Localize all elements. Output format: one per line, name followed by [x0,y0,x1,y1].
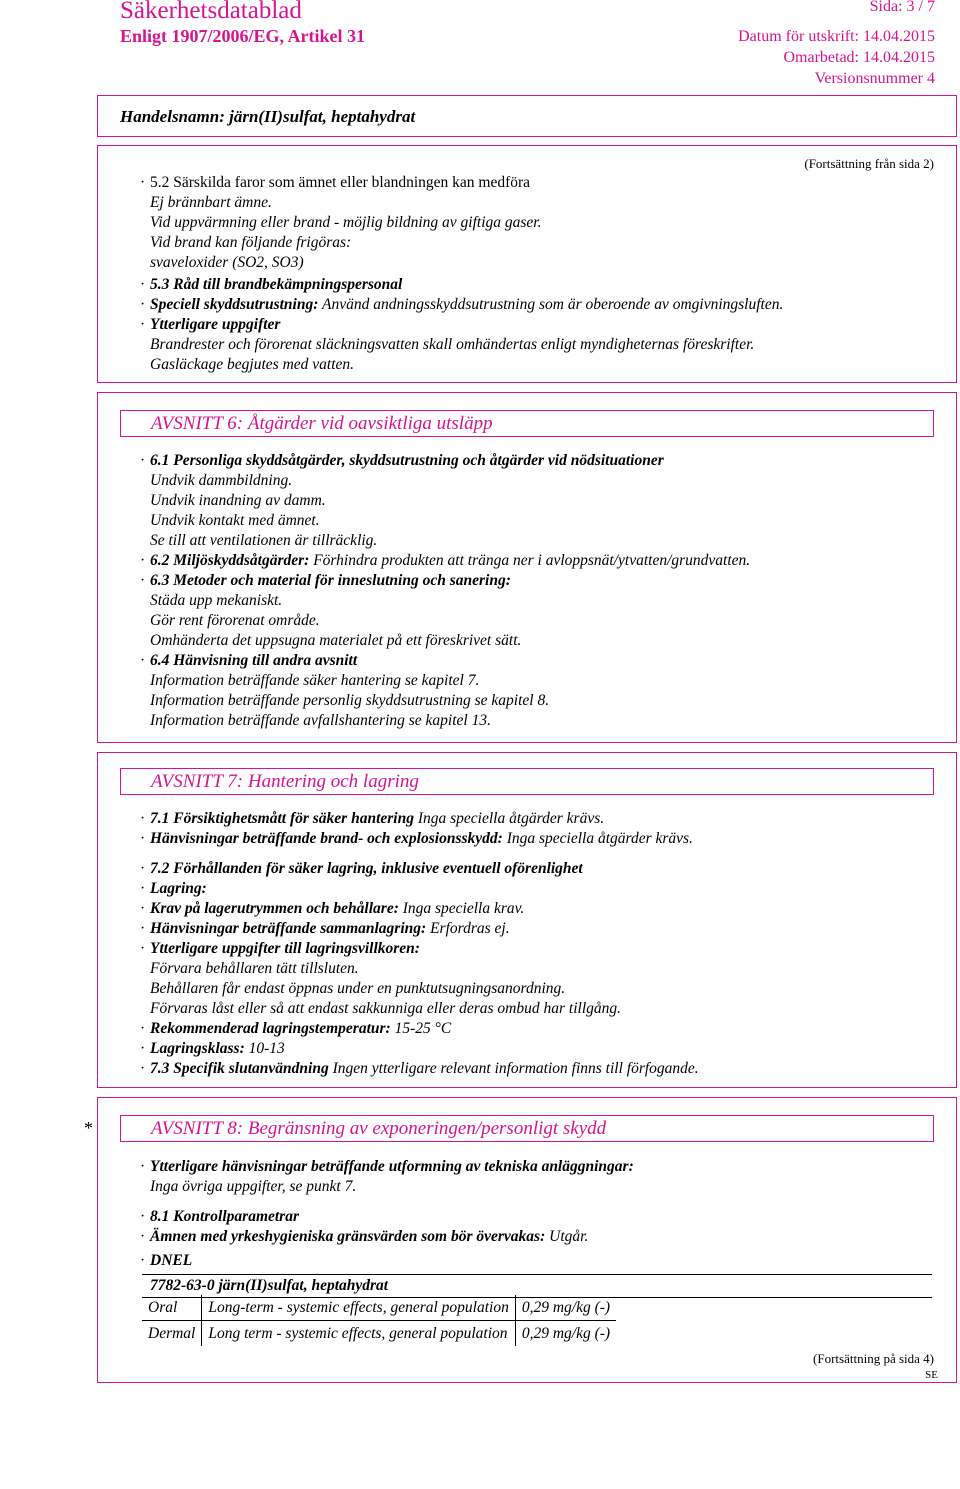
section-5-box [97,145,957,383]
dnel-table [142,1295,616,1346]
document-title: Säkerhetsdatablad [120,0,302,24]
section-7-box [97,752,957,1088]
text-line: Se till att ventilationen är tillräcklig. [150,532,378,549]
text-line: · Hänvisningar beträffande brand- och explosionsskydd: Inga speciella åtgärder krävs. [140,830,693,847]
text-line: · 6.3 Metoder och material för inneslutning och sanering: [140,572,511,589]
text-line: · Ytterligare hänvisningar beträffande utformning av tekniska anläggningar: [140,1158,634,1175]
effect-cell: Long-term - systemic effects, general population [202,1295,515,1321]
trade-name: Handelsnamn: järn(II)sulfat, heptahydrat [120,107,416,126]
section-8-title: AVSNITT 8: Begränsning av exponeringen/personligt skydd [120,1115,934,1142]
text-line: · Lagringsklass: 10-13 [140,1040,285,1057]
text-line: Information beträffande säker hantering se kapitel 7. [150,672,480,689]
divider [142,1274,932,1275]
text-line: Gasläckage begjutes med vatten. [150,356,355,373]
section-7-title: AVSNITT 7: Hantering och lagring [120,768,934,795]
text-line: · Lagring: [140,880,207,897]
document-subtitle: Enligt 1907/2006/EG, Artikel 31 [120,26,366,46]
route-cell: Oral [148,1298,178,1316]
section-8-box [97,1097,957,1383]
version-number: Versionsnummer 4 [814,70,935,87]
text-line: Behållaren får endast öppnas under en punktutsugningsanordning. [150,980,566,997]
revised-date: Omarbetad: 14.04.2015 [783,49,935,66]
value-cell: 0,29 mg/kg (-) [515,1321,616,1347]
text-line: Vid uppvärmning eller brand - möjlig bildning av giftiga gaser. [150,214,542,231]
text-line: · 8.1 Kontrollparametrar [140,1208,299,1225]
dnel-heading: · DNEL [140,1252,193,1269]
revision-marker: * [84,1118,93,1138]
value-cell: 0,29 mg/kg (-) [515,1295,616,1321]
page-number: Sida: 3 / 7 [869,0,935,15]
language-code: SE [925,1369,938,1381]
substance-name: 7782-63-0 järn(II)sulfat, heptahydrat [150,1277,389,1294]
text-line: · 7.1 Försiktighetsmått för säker hantering Inga speciella åtgärder krävs. [140,810,605,827]
section-6-title: AVSNITT 6: Åtgärder vid oavsiktliga utsläpp [120,410,934,437]
text-line: svaveloxider (SO2, SO3) [150,254,304,271]
text-line: · Hänvisningar beträffande sammanlagring: Erfordras ej. [140,920,510,937]
section-5-3-heading: · 5.3 Råd till brandbekämpningspersonal [140,276,403,293]
text-line: · 6.4 Hänvisning till andra avsnitt [140,652,358,669]
text-line: Information beträffande avfallshantering se kapitel 13. [150,712,491,729]
text-line: · 7.3 Specifik slutanvändning Ingen ytterligare relevant information finns till förfogande. [140,1060,699,1077]
print-date: Datum för utskrift: 14.04.2015 [738,28,935,45]
continued-from: (Fortsättning från sida 2) [804,156,934,171]
text-line: · Ytterligare uppgifter till lagringsvillkoren: [140,940,420,957]
effect-cell: Long term - systemic effects, general population [202,1321,515,1347]
text-line: Brandrester och förorenat släckningsvatten skall omhändertas enligt myndigheternas föreskrifter. [150,336,755,353]
section-5-2-heading: · 5.2 Särskilda faror som ämnet eller blandningen kan medföra [140,174,531,191]
text-line: Information beträffande personlig skyddsutrustning se kapitel 8. [150,692,550,709]
text-line: Inga övriga uppgifter, se punkt 7. [150,1178,357,1195]
text-line: Ej brännbart ämne. [150,194,272,211]
text-line: · Krav på lagerutrymmen och behållare: Inga speciella krav. [140,900,525,917]
text-line: Förvara behållaren tätt tillsluten. [150,960,359,977]
text-line: Undvik kontakt med ämnet. [150,512,320,529]
text-line: · 7.2 Förhållanden för säker lagring, inklusive eventuell oförenlighet [140,860,583,877]
text-line: Städa upp mekaniskt. [150,592,283,609]
text-line: Förvaras låst eller så att endast sakkunniga eller deras ombud har tillgång. [150,1000,622,1017]
trade-name-box [97,95,957,137]
text-line: Undvik inandning av damm. [150,492,326,509]
text-line: Gör rent förorenat område. [150,612,320,629]
route-cell: Dermal [142,1321,202,1347]
text-line: · Ytterligare uppgifter [140,316,281,333]
table-row [142,1295,616,1321]
section-6-box [97,392,957,743]
text-line: Undvik dammbildning. [150,472,293,489]
text-line: · Ämnen med yrkeshygieniska gränsvärden som bör övervakas: Utgår. [140,1228,589,1245]
text-line: · Speciell skyddsutrustning: Använd andningsskyddsutrustning som är oberoende av omgivningsluften. [140,296,784,313]
text-line: · Rekommenderad lagringstemperatur: 15-25 °C [140,1020,452,1037]
continued-on: (Fortsättning på sida 4) [813,1351,934,1366]
section-6-1-heading: · 6.1 Personliga skyddsåtgärder, skyddsutrustning och åtgärder vid nödsituationer [140,452,664,469]
text-line: Omhänderta det uppsugna materialet på ett föreskrivet sätt. [150,632,522,649]
table-row [142,1321,616,1347]
text-line: Vid brand kan följande frigöras: [150,234,352,251]
text-line: · 6.2 Miljöskyddsåtgärder: Förhindra produkten att tränga ner i avloppsnät/ytvatten/grundvatten. [140,552,751,569]
